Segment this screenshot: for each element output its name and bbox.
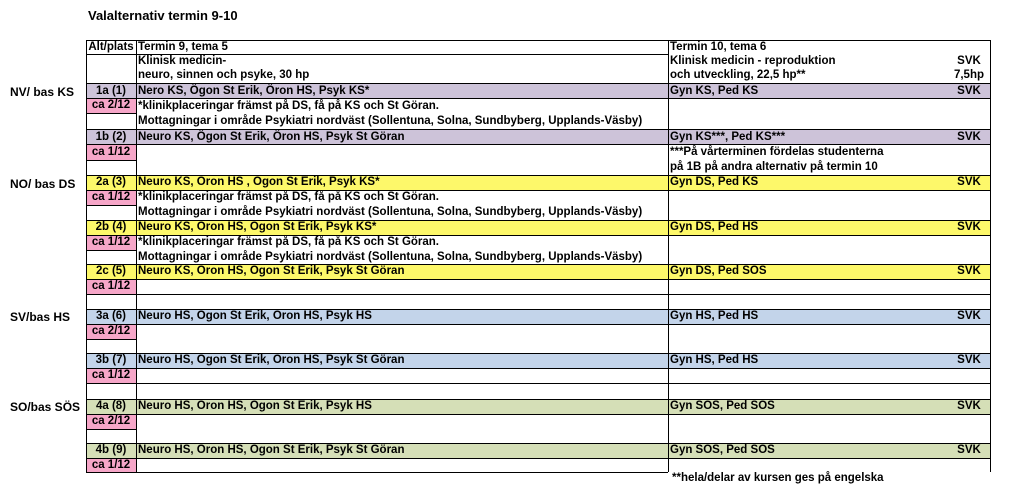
grid-line — [86, 264, 990, 265]
row-2a-note2: Mottagningar i område Psykiatri nordväst (Sollentuna, Solna, Sundbyberg, Upplands-Väsby) — [138, 206, 643, 218]
region-label-no: NO/ bas DS — [10, 177, 76, 191]
row-1a-termin9: Nero KS, Ögon St Erik, Öron HS, Psyk KS* — [136, 84, 668, 98]
row-2b-termin9: Neuro KS, Öron HS, Ögon St Erik, Psyk KS* — [136, 220, 668, 235]
row-1b-note2: på 1B på andra alternativ på termin 10 — [670, 161, 878, 173]
grid-line — [86, 443, 990, 444]
grid-line — [86, 414, 990, 415]
grid-line — [86, 458, 990, 459]
grid-line — [86, 368, 990, 369]
row-3a-svk: SVK — [948, 309, 990, 324]
row-3b-share: ca 1/12 — [86, 368, 136, 383]
row-4a-share: ca 2/12 — [86, 414, 136, 429]
region-label-nv: NV/ bas KS — [10, 85, 75, 99]
row-4b-termin9: Neuro HS, Öron HS, Ögon St Erik, Psyk St Göran — [136, 443, 668, 458]
header-termin9-line1: Klinisk medicin- — [138, 55, 227, 67]
row-3b-termin9: Neuro HS, Ögon St Erik, Öron HS, Psyk St Göran — [136, 353, 668, 368]
grid-line — [86, 472, 668, 473]
row-2c-share: ca 1/12 — [86, 279, 136, 294]
grid-line — [86, 294, 990, 295]
grid-line — [86, 205, 136, 206]
row-1b-note1: ***På vårterminen fördelas studenterna — [670, 146, 884, 158]
grid-line — [86, 175, 990, 176]
grid-line — [86, 129, 990, 130]
row-3b-termin10: Gyn HS, Ped HS — [668, 353, 948, 368]
row-2a-note1: *klinikplaceringar främst på DS, få på KS och St Göran. — [138, 191, 439, 203]
row-2c-termin9: Neuro KS, Öron HS, Ögon St Erik, Psyk St Göran — [136, 264, 668, 279]
row-4b-share: ca 1/12 — [86, 458, 136, 472]
row-4a-termin9: Neuro HS, Öron HS, Ögon St Erik, Psyk HS — [136, 399, 668, 414]
grid-line — [86, 429, 136, 430]
header-termin10: Termin 10, tema 6 — [670, 41, 767, 53]
row-2a-share: ca 1/12 — [86, 190, 136, 205]
grid-line — [668, 40, 669, 472]
grid-line — [136, 40, 137, 472]
row-2b-share: ca 1/12 — [86, 235, 136, 250]
row-2b-svk: SVK — [948, 220, 990, 235]
grid-line — [990, 40, 991, 472]
grid-line — [86, 353, 990, 354]
grid-line — [86, 235, 990, 236]
grid-line — [86, 309, 990, 310]
row-3a-termin9: Neuro HS, Ögon St Erik, Öron HS, Psyk HS — [136, 309, 668, 324]
row-2c-svk: SVK — [948, 264, 990, 279]
schedule-table — [86, 40, 990, 472]
grid-line — [86, 54, 668, 55]
header-termin10-line1: Klinisk medicin - reproduktion — [670, 55, 836, 67]
row-4a-alt: 4a (8) — [86, 399, 136, 414]
row-3a-termin10: Gyn HS, Ped HS — [668, 309, 948, 324]
row-2b-termin10: Gyn DS, Ped HS — [668, 220, 948, 235]
grid-line — [86, 113, 136, 114]
row-2b-note2: Mottagningar i område Psykiatri nordväst (Sollentuna, Solna, Sundbyberg, Upplands-Väsby) — [138, 251, 643, 263]
header-svk: SVK — [957, 55, 981, 67]
row-4a-svk: SVK — [948, 399, 990, 414]
grid-line — [86, 40, 990, 41]
row-1a-share: ca 2/12 — [86, 98, 136, 113]
header-alt-plats: Alt/plats — [88, 41, 134, 53]
row-2a-termin10: Gyn DS, Ped KS — [668, 175, 948, 190]
row-1b-share: ca 1/12 — [86, 145, 136, 160]
grid-line — [86, 339, 136, 340]
grid-line — [86, 250, 136, 251]
grid-line — [86, 383, 990, 384]
grid-line — [86, 324, 990, 325]
row-1b-termin10: Gyn KS***, Ped KS*** — [668, 130, 948, 144]
row-1b-termin9: Neuro KS, Ögon St Erik, Öron HS, Psyk St Göran — [136, 130, 668, 144]
row-1a-note1: *klinikplaceringar främst på DS, få på KS och St Göran. — [138, 100, 439, 112]
grid-line — [86, 220, 990, 221]
row-2c-alt: 2c (5) — [86, 264, 136, 279]
header-svk-hp: 7,5hp — [953, 69, 985, 81]
row-2a-alt: 2a (3) — [86, 175, 136, 190]
row-2b-note1: *klinikplaceringar främst på DS, få på KS och St Göran. — [138, 236, 439, 248]
grid-line — [86, 144, 990, 145]
grid-line — [86, 83, 990, 84]
page-title: Valalternativ termin 9-10 — [88, 8, 238, 23]
row-1b-alt: 1b (2) — [86, 130, 136, 144]
region-label-sv: SV/bas HS — [10, 310, 71, 324]
row-4b-termin10: Gyn SÖS, Ped SÖS — [668, 443, 948, 458]
row-2c-termin10: Gyn DS, Ped SÖS — [668, 264, 948, 279]
row-3b-svk: SVK — [948, 353, 990, 368]
region-label-so: SO/bas SÖS — [10, 400, 81, 414]
row-1a-termin10: Gyn KS, Ped KS — [668, 84, 948, 98]
grid-line — [86, 160, 136, 161]
row-3a-alt: 3a (6) — [86, 309, 136, 324]
footnote: **hela/delar av kursen ges på engelska — [672, 472, 884, 484]
row-4b-alt: 4b (9) — [86, 443, 136, 458]
header-termin9: Termin 9, tema 5 — [138, 41, 228, 53]
row-4b-svk: SVK — [948, 443, 990, 458]
row-1a-note2: Mottagningar i område Psykiatri nordväst (Sollentuna, Solna, Sundbyberg, Upplands-Väsby) — [138, 115, 643, 127]
row-1a-alt: 1a (1) — [86, 84, 136, 98]
grid-line — [86, 190, 990, 191]
grid-line — [86, 399, 990, 400]
grid-line — [86, 98, 990, 99]
row-2b-alt: 2b (4) — [86, 220, 136, 235]
row-1a-svk: SVK — [948, 84, 990, 98]
header-termin10-line2: och utveckling, 22,5 hp** — [670, 69, 806, 81]
row-1b-svk: SVK — [948, 130, 990, 144]
grid-line — [86, 40, 87, 472]
grid-line — [86, 279, 990, 280]
header-termin9-line2: neuro, sinnen och psyke, 30 hp — [138, 69, 310, 81]
row-3b-alt: 3b (7) — [86, 353, 136, 368]
row-2a-svk: SVK — [948, 175, 990, 190]
row-4a-termin10: Gyn SÖS, Ped SÖS — [668, 399, 948, 414]
row-3a-share: ca 2/12 — [86, 324, 136, 339]
row-2a-termin9: Neuro KS, Öron HS , Ögon St Erik, Psyk KS* — [136, 175, 668, 190]
